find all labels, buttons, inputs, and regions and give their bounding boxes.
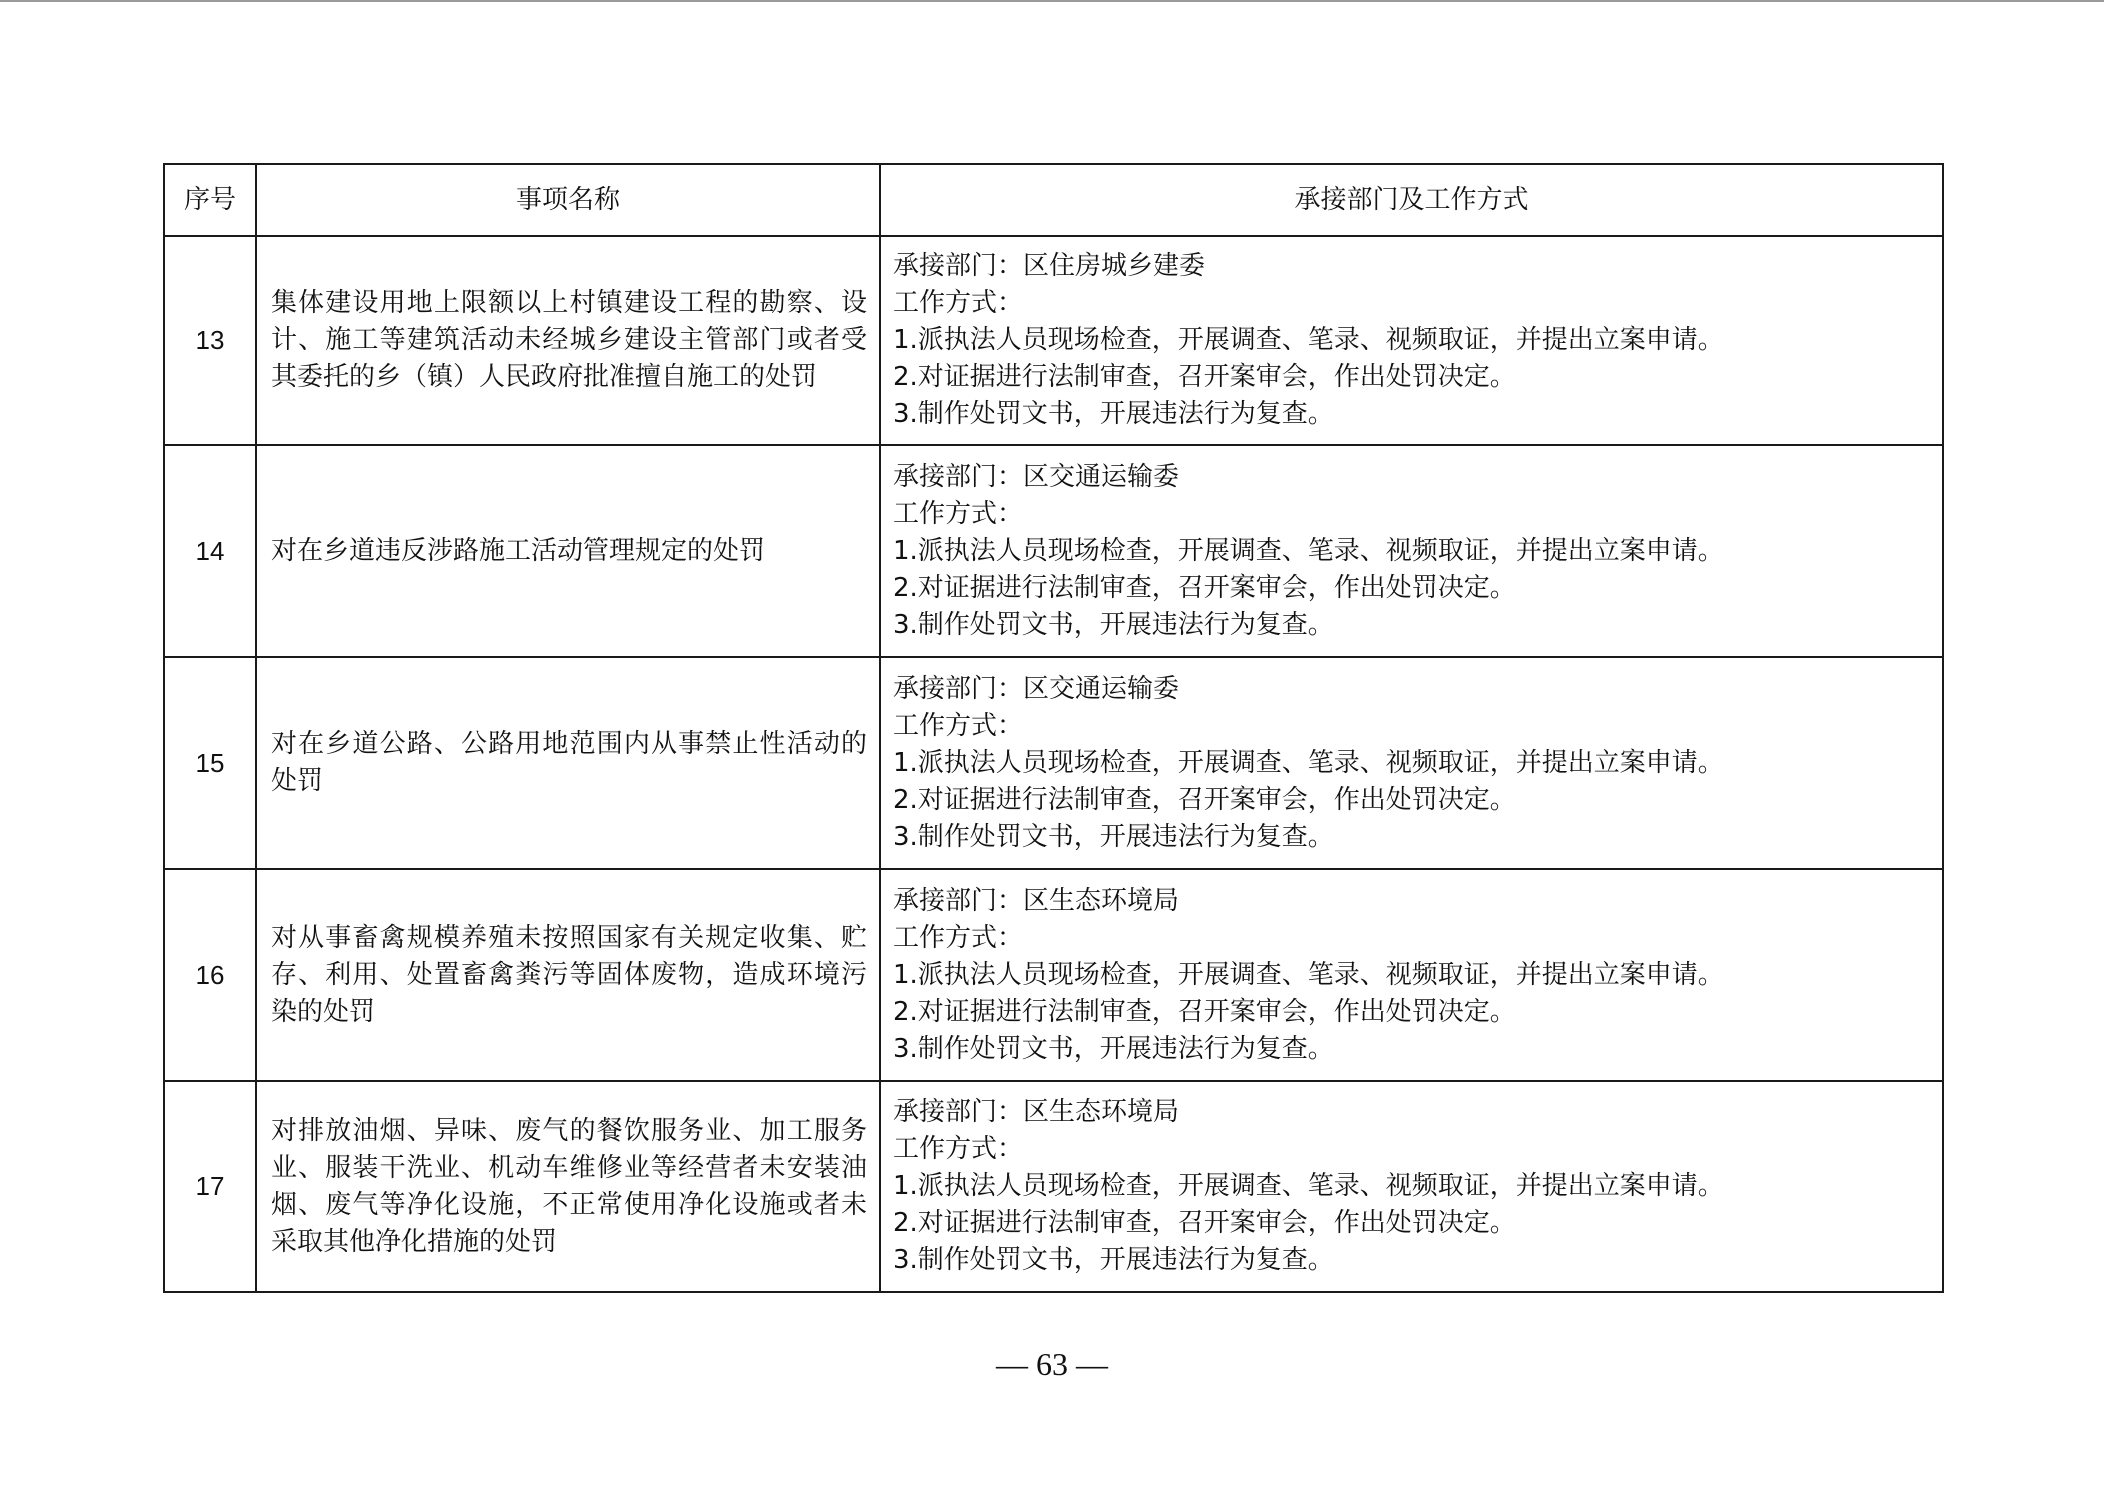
matters-table xyxy=(163,163,1944,1293)
matter-name: 对从事畜禽规模养殖未按照国家有关规定收集、贮存、利用、处置畜禽粪污等固体废物，造成环境污染的处罚 xyxy=(256,869,880,1081)
dept-line: 承接部门：区住房城乡建委 xyxy=(893,251,1206,281)
dept-line: 承接部门：区交通运输委 xyxy=(893,461,1180,492)
method-label: 工作方式： xyxy=(893,498,1024,529)
matter-name: 对在乡道违反涉路施工活动管理规定的处罚 xyxy=(256,445,880,657)
header-no: 序号 xyxy=(164,164,256,236)
method-step: 2.对证据进行法制审查，召开案审会，作出处罚决定。 xyxy=(893,996,1516,1027)
method-step: 3.制作处罚文书，开展违法行为复查。 xyxy=(893,821,1334,852)
method-step: 1.派执法人员现场检查，开展调查、笔录、视频取证，并提出立案申请。 xyxy=(893,325,1724,355)
table-header-row xyxy=(164,164,1943,236)
dept-method-cell xyxy=(880,1081,1943,1292)
matter-name: 集体建设用地上限额以上村镇建设工程的勘察、设计、施工等建筑活动未经城乡建设主管部门或者受其委托的乡（镇）人民政府批准擅自施工的处罚 xyxy=(256,236,880,445)
dept-method-cell xyxy=(880,657,1943,869)
method-step: 1.派执法人员现场检查，开展调查、笔录、视频取证，并提出立案申请。 xyxy=(893,959,1724,990)
method-label: 工作方式： xyxy=(893,1134,1024,1164)
header-dept: 承接部门及工作方式 xyxy=(880,164,1943,236)
method-step: 2.对证据进行法制审查，召开案审会，作出处罚决定。 xyxy=(893,362,1516,392)
method-step: 1.派执法人员现场检查，开展调查、笔录、视频取证，并提出立案申请。 xyxy=(893,535,1724,566)
method-label: 工作方式： xyxy=(893,710,1024,741)
row-number: 15 xyxy=(164,657,256,869)
page-number: — 63 — xyxy=(996,1346,1108,1382)
method-label: 工作方式： xyxy=(893,922,1024,953)
row-number: 16 xyxy=(164,869,256,1081)
method-step: 3.制作处罚文书，开展违法行为复查。 xyxy=(893,609,1334,640)
dept-line: 承接部门：区生态环境局 xyxy=(893,1097,1180,1127)
table-row xyxy=(164,869,1943,1081)
method-step: 1.派执法人员现场检查，开展调查、笔录、视频取证，并提出立案申请。 xyxy=(893,747,1724,778)
matter-name: 对在乡道公路、公路用地范围内从事禁止性活动的处罚 xyxy=(256,657,880,869)
table-row xyxy=(164,445,1943,657)
method-label: 工作方式： xyxy=(893,288,1024,318)
dept-method-cell xyxy=(880,236,1943,445)
method-step: 2.对证据进行法制审查，召开案审会，作出处罚决定。 xyxy=(893,784,1516,815)
dept-line: 承接部门：区生态环境局 xyxy=(893,885,1180,916)
row-number: 13 xyxy=(164,236,256,445)
table-row xyxy=(164,657,1943,869)
method-step: 2.对证据进行法制审查，召开案审会，作出处罚决定。 xyxy=(893,572,1516,603)
method-step: 1.派执法人员现场检查，开展调查、笔录、视频取证，并提出立案申请。 xyxy=(893,1171,1724,1201)
method-step: 3.制作处罚文书，开展违法行为复查。 xyxy=(893,1033,1334,1064)
dept-method-cell xyxy=(880,869,1943,1081)
row-number: 17 xyxy=(164,1081,256,1292)
method-step: 3.制作处罚文书，开展违法行为复查。 xyxy=(893,399,1334,429)
header-name: 事项名称 xyxy=(256,164,880,236)
row-number: 14 xyxy=(164,445,256,657)
matter-name: 对排放油烟、异味、废气的餐饮服务业、加工服务业、服装干洗业、机动车维修业等经营者未安装油烟、废气等净化设施，不正常使用净化设施或者未采取其他净化措施的处罚 xyxy=(256,1081,880,1292)
method-step: 3.制作处罚文书，开展违法行为复查。 xyxy=(893,1245,1334,1275)
page-top-border xyxy=(0,0,2104,2)
dept-method-cell xyxy=(880,445,1943,657)
method-step: 2.对证据进行法制审查，召开案审会，作出处罚决定。 xyxy=(893,1208,1516,1238)
dept-line: 承接部门：区交通运输委 xyxy=(893,673,1180,704)
table-row xyxy=(164,1081,1943,1292)
table-row xyxy=(164,236,1943,445)
